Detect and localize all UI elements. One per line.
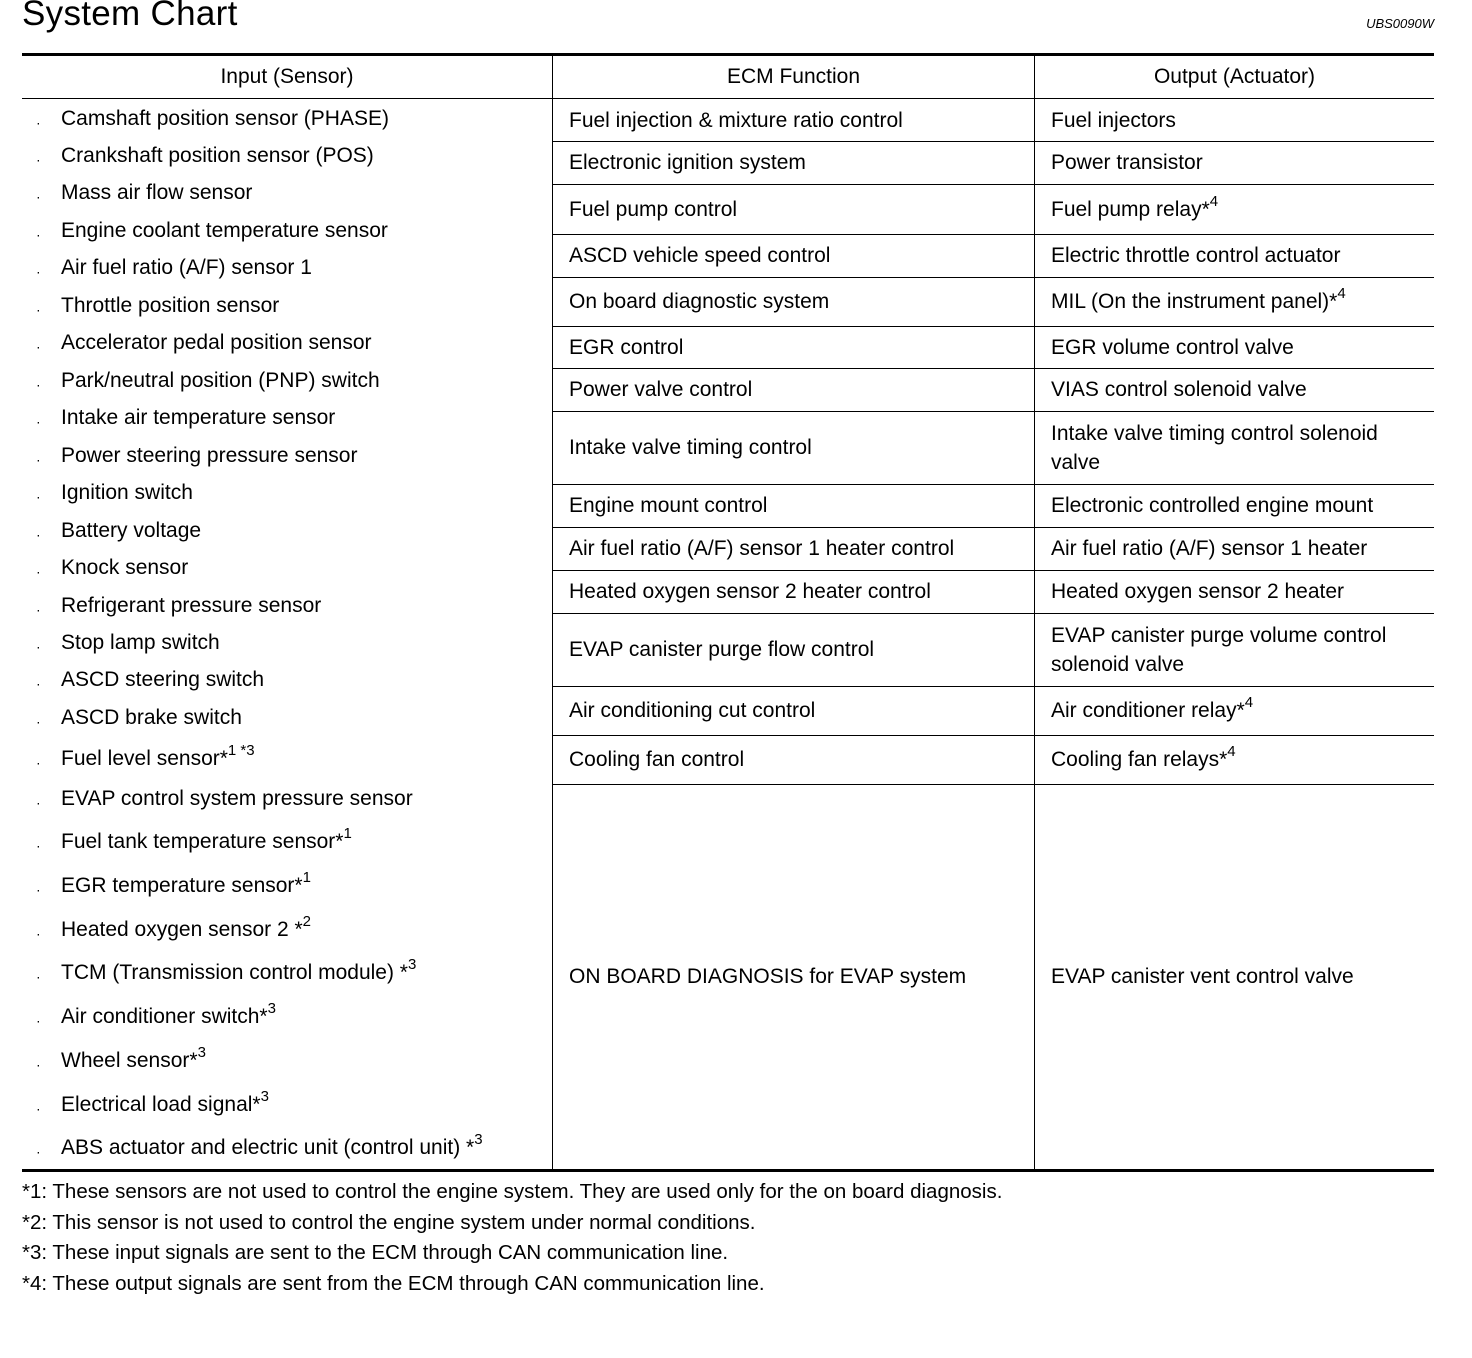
input-item bbox=[36, 178, 252, 208]
input-item-label: Intake air temperature sensor bbox=[61, 406, 336, 429]
input-item bbox=[36, 216, 388, 246]
input-item-label: Throttle position sensor bbox=[61, 294, 280, 317]
bullet-icon: · bbox=[36, 526, 41, 543]
ecm-function-cell: EGR control bbox=[569, 335, 684, 359]
header-input: Input (Sensor) bbox=[220, 65, 354, 88]
output-actuator-cell: Air conditioner relay*$^4$ bbox=[1051, 694, 1254, 722]
input-item-label: ASCD steering switch bbox=[61, 668, 265, 691]
footnotes bbox=[22, 1177, 1002, 1300]
bullet-icon: · bbox=[36, 754, 41, 771]
bullet-icon: · bbox=[36, 114, 41, 131]
bullet-icon: · bbox=[36, 563, 41, 580]
output-actuator-cell: EVAP canister purge volume control solenoid valve bbox=[1051, 623, 1387, 676]
input-item-label: TCM (Transmission control module) * bbox=[61, 961, 408, 984]
input-item-label: Engine coolant temperature sensor bbox=[61, 219, 388, 242]
footnote: *4: These output signals are sent from the ECM through CAN communication line. bbox=[22, 1272, 765, 1296]
input-item-label: Fuel level sensor* bbox=[61, 747, 228, 770]
footnote: *2: This sensor is not used to control the engine system under normal conditions. bbox=[22, 1210, 756, 1234]
bullet-icon: · bbox=[36, 226, 41, 243]
input-item: · Fuel level sensor*$^{1 *3}$ bbox=[36, 742, 255, 771]
input-item-label: Air conditioner switch* bbox=[61, 1005, 268, 1028]
input-item bbox=[36, 291, 279, 321]
page-title: System Chart bbox=[22, 0, 238, 33]
bullet-icon: · bbox=[36, 376, 41, 393]
output-actuator-cell: MIL (On the instrument panel)*$^4$ bbox=[1051, 285, 1346, 313]
bullet-icon: · bbox=[36, 881, 41, 898]
input-item-label: Stop lamp switch bbox=[61, 631, 220, 654]
bullet-icon: · bbox=[36, 413, 41, 430]
input-item: · Air conditioner switch*$^3$ bbox=[36, 1000, 276, 1029]
bullet-icon: · bbox=[36, 968, 41, 985]
bullet-icon: · bbox=[36, 837, 41, 854]
output-actuator-cell: Fuel injectors bbox=[1051, 108, 1176, 132]
output-actuator-cell: Heated oxygen sensor 2 heater bbox=[1051, 580, 1345, 603]
input-item bbox=[36, 628, 220, 658]
input-item-label: Mass air flow sensor bbox=[61, 181, 253, 204]
input-item-label: Electrical load signal* bbox=[61, 1093, 261, 1116]
input-item-label: Battery voltage bbox=[61, 519, 202, 542]
input-item-label: ABS actuator and electric unit (control unit) * bbox=[61, 1136, 475, 1159]
footnote: *1: These sensors are not used to control the engine system. They are used only for the on board diagnosis. bbox=[22, 1180, 1003, 1203]
input-item-label: Power steering pressure sensor bbox=[61, 444, 358, 467]
bullet-icon: · bbox=[36, 451, 41, 468]
ecm-function-cell: ASCD vehicle speed control bbox=[569, 244, 831, 267]
ecm-function-cell: Cooling fan control bbox=[569, 748, 745, 771]
input-item-label: Fuel tank temperature sensor* bbox=[61, 830, 344, 853]
bullet-icon: · bbox=[36, 638, 41, 655]
input-item bbox=[36, 403, 335, 433]
input-item: · TCM (Transmission control module) *$^3$ bbox=[36, 956, 417, 985]
input-item: · EGR temperature sensor*$^1$ bbox=[36, 869, 311, 898]
input-item-label: Wheel sensor* bbox=[61, 1049, 198, 1072]
input-item-label: EGR temperature sensor* bbox=[61, 874, 303, 897]
input-item-label: Refrigerant pressure sensor bbox=[61, 594, 322, 617]
ecm-function-cell: On board diagnostic system bbox=[569, 290, 830, 313]
input-item bbox=[36, 553, 188, 583]
bullet-icon: · bbox=[36, 794, 41, 811]
input-item-label: Heated oxygen sensor 2 * bbox=[61, 918, 303, 941]
header-divider bbox=[22, 98, 1434, 99]
input-item bbox=[36, 328, 372, 358]
ecm-function-cell: Air fuel ratio (A/F) sensor 1 heater control bbox=[569, 537, 955, 560]
input-item bbox=[36, 253, 312, 283]
output-actuator-cell: Cooling fan relays*$^4$ bbox=[1051, 743, 1236, 771]
input-item bbox=[36, 441, 357, 471]
input-item bbox=[36, 703, 242, 733]
ecm-function-cell: Heated oxygen sensor 2 heater control bbox=[569, 580, 931, 603]
ecm-function-cell: EVAP canister purge flow control bbox=[569, 638, 875, 661]
output-actuator-cell: Power transistor bbox=[1051, 151, 1203, 174]
input-item: · Wheel sensor*$^3$ bbox=[36, 1044, 206, 1073]
bullet-icon: · bbox=[36, 301, 41, 318]
input-item: · Heated oxygen sensor 2 *$^2$ bbox=[36, 913, 311, 942]
input-item bbox=[36, 141, 374, 171]
bullet-icon: · bbox=[36, 488, 41, 505]
input-item bbox=[36, 104, 389, 134]
ecm-function-cell: Air conditioning cut control bbox=[569, 699, 816, 722]
output-actuator-cell: Air fuel ratio (A/F) sensor 1 heater bbox=[1051, 537, 1368, 560]
ecm-function-cell: Intake valve timing control bbox=[569, 436, 812, 459]
output-actuator-cell: VIAS control solenoid valve bbox=[1051, 378, 1307, 401]
figure-code: UBS0090W bbox=[1366, 16, 1434, 31]
input-item: · ABS actuator and electric unit (control unit) *$^3$ bbox=[36, 1131, 483, 1160]
bullet-icon: · bbox=[36, 1056, 41, 1073]
output-actuator-cell: Electric throttle control actuator bbox=[1051, 244, 1341, 267]
ecm-function-cell: Fuel pump control bbox=[569, 197, 738, 221]
bullet-icon: · bbox=[36, 338, 41, 355]
input-item bbox=[36, 478, 193, 508]
footnote: *3: These input signals are sent to the ECM through CAN communication line. bbox=[22, 1241, 729, 1265]
bullet-icon: · bbox=[36, 263, 41, 280]
bullet-icon: · bbox=[36, 675, 41, 692]
bottom-rule bbox=[22, 1169, 1434, 1172]
input-item-label: Air fuel ratio (A/F) sensor 1 bbox=[61, 256, 312, 279]
bullet-icon: · bbox=[36, 1143, 41, 1160]
bullet-icon: · bbox=[36, 713, 41, 730]
output-actuator-cell: Intake valve timing control solenoid valve bbox=[1051, 421, 1378, 474]
input-item-label: Accelerator pedal position sensor bbox=[61, 331, 372, 354]
input-item bbox=[36, 516, 201, 546]
output-actuator-cell: EVAP canister vent control valve bbox=[1051, 965, 1354, 988]
output-actuator-cell: Fuel pump relay*$^4$ bbox=[1051, 192, 1219, 221]
input-item-label: ASCD brake switch bbox=[61, 706, 242, 729]
bullet-icon: · bbox=[36, 188, 41, 205]
input-item bbox=[36, 366, 380, 396]
bullet-icon: · bbox=[36, 151, 41, 168]
ecm-function-cell: Fuel injection & mixture ratio control bbox=[569, 108, 903, 132]
bullet-icon: · bbox=[36, 1012, 41, 1029]
header-output: Output (Actuator) bbox=[1153, 65, 1316, 88]
input-item-label: Camshaft position sensor (PHASE) bbox=[61, 107, 389, 130]
bullet-icon: · bbox=[36, 1100, 41, 1117]
input-item-label: Park/neutral position (PNP) switch bbox=[61, 369, 380, 392]
input-item: · Electrical load signal*$^3$ bbox=[36, 1088, 269, 1117]
bullet-icon: · bbox=[36, 925, 41, 942]
output-actuator-cell: Electronic controlled engine mount bbox=[1051, 494, 1374, 517]
input-item-label: Ignition switch bbox=[61, 481, 193, 504]
ecm-function-cell: Electronic ignition system bbox=[569, 151, 806, 174]
ecm-function-cell: ON BOARD DIAGNOSIS for EVAP system bbox=[569, 965, 967, 988]
header-function: ECM Function bbox=[726, 65, 861, 88]
input-item-label: EVAP control system pressure sensor bbox=[61, 787, 413, 810]
input-item-label: Knock sensor bbox=[61, 556, 189, 579]
input-item: · Fuel tank temperature sensor*$^1$ bbox=[36, 825, 352, 854]
input-item bbox=[36, 784, 413, 814]
output-actuator-cell: EGR volume control valve bbox=[1051, 335, 1294, 359]
ecm-function-cell: Engine mount control bbox=[569, 494, 768, 517]
input-item-label: Crankshaft position sensor (POS) bbox=[61, 144, 374, 167]
ecm-function-cell: Power valve control bbox=[569, 378, 753, 401]
input-item bbox=[36, 665, 264, 695]
input-item bbox=[36, 591, 321, 621]
bullet-icon: · bbox=[36, 601, 41, 618]
